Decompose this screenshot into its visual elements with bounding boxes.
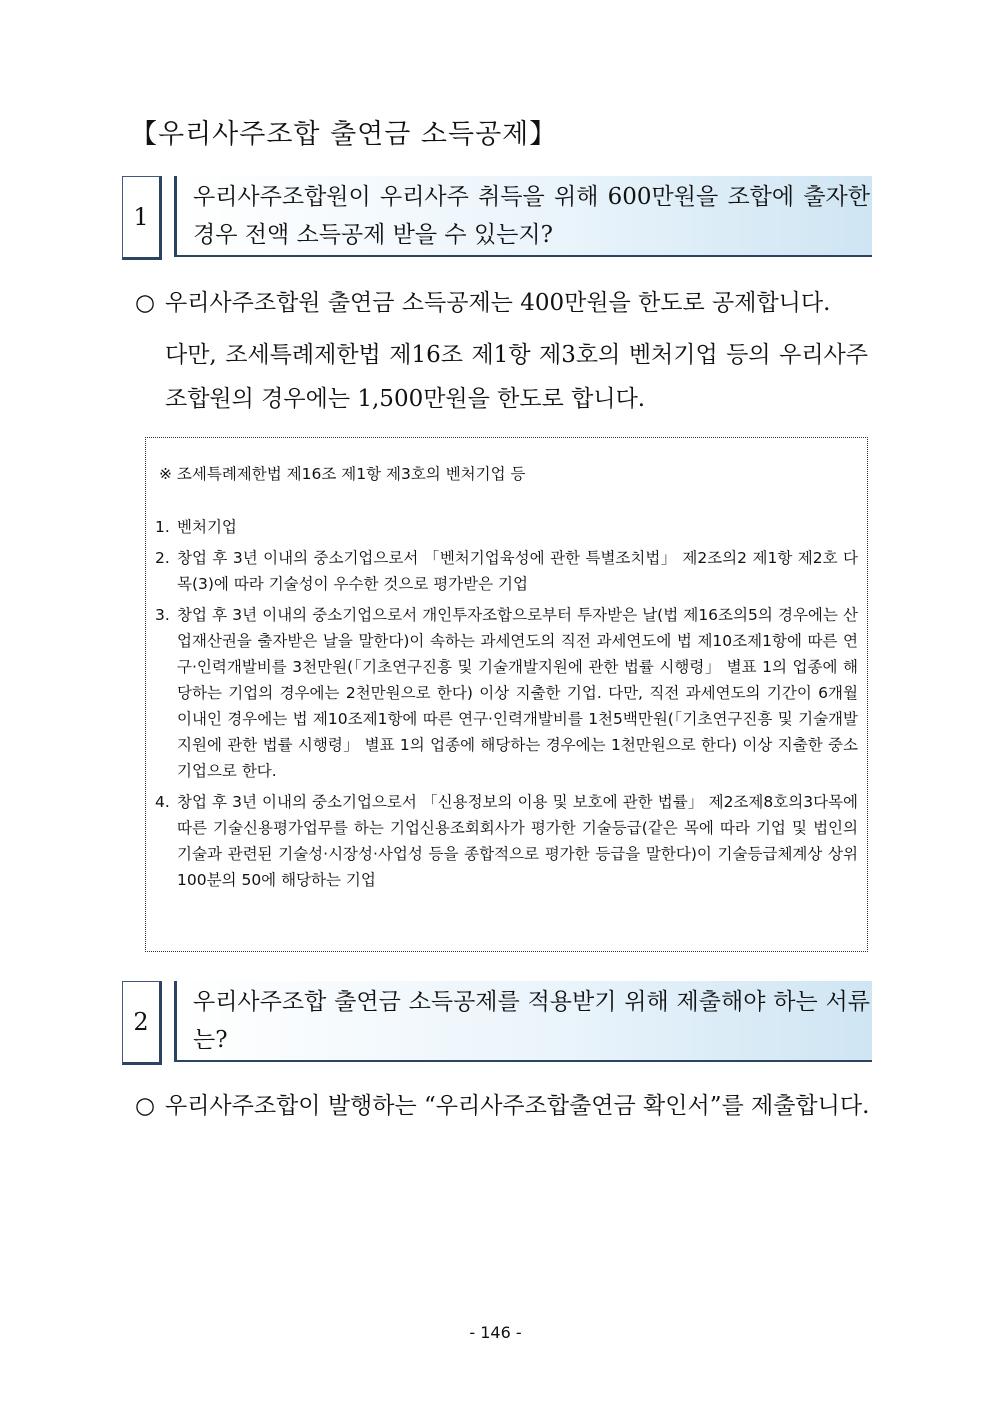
- reference-item: [155, 602, 858, 784]
- answer-1-main: [135, 281, 830, 325]
- question-1-text: 우리사주조합원이 우리사주 취득을 위해 600만원을 조합에 출자한 경우 전액 소득공제 받을 수 있는지?: [193, 184, 870, 248]
- reference-box: [145, 437, 868, 952]
- reference-item-text: 벤처기업: [177, 518, 237, 536]
- reference-item-number: 4.: [155, 793, 170, 811]
- reference-item: [155, 514, 858, 540]
- bullet-2: ○: [135, 1093, 156, 1119]
- answer-2-main-text: 우리사주조합이 발행하는 “우리사주조합출연금 확인서”를 제출합니다.: [165, 1093, 870, 1119]
- page-title: 【우리사주조합 출연금 소득공제】: [130, 119, 558, 150]
- reference-item-number: 1.: [155, 518, 170, 536]
- reference-item-text: 창업 후 3년 이내의 중소기업으로서 「벤처기업육성에 관한 특별조치법」 제2조의2 제1항 제2호 다목(3)에 따라 기술성이 우수한 것으로 평가받은 기업: [177, 549, 858, 593]
- reference-list: [155, 514, 858, 898]
- reference-heading: ※ 조세특례제한법 제16조 제1항 제3호의 벤처기업 등: [159, 465, 526, 483]
- bullet-1: ○: [135, 290, 156, 316]
- answer-1-detail: 다만, 조세특례제한법 제16조 제1항 제3호의 벤처기업 등의 우리사주조합원의 경우에는 1,500만원을 한도로 합니다.: [165, 342, 868, 412]
- reference-item-text: 창업 후 3년 이내의 중소기업으로서 「신용정보의 이용 및 보호에 관한 법률」 제2조제8호의3다목에 따른 기술신용평가업무를 하는 기업신용조회회사가 평가한 기술등급(같은 목에 따라 기업 및 법인의 기술과 관련된 기술성·시장성·사업성 등을 종합적으로 평가한 등급을 말한다)이 기술등급체계상 상위 100분의 50에 해당하는 기업: [177, 793, 858, 889]
- reference-item-number: 2.: [155, 549, 170, 567]
- answer-2-main: [135, 1084, 869, 1128]
- reference-item-number: 3.: [155, 606, 170, 624]
- reference-item: [155, 545, 858, 597]
- question-1-box: [174, 176, 872, 257]
- question-1-number: 1: [122, 176, 162, 260]
- question-2-number: 2: [122, 981, 162, 1065]
- question-2-text: 우리사주조합 출연금 소득공제를 적용받기 위해 제출해야 하는 서류는?: [193, 989, 870, 1053]
- question-2-box: [174, 981, 872, 1062]
- reference-item-text: 창업 후 3년 이내의 중소기업으로서 개인투자조합으로부터 투자받은 날(법 제16조의5의 경우에는 산업재산권을 출자받은 날을 말한다)이 속하는 과세연도의 직전 과세연도에 법 제10조제1항에 따른 연구·인력개발비를 3천만원(「기초연구진흥 및 기술개발지원에 관한 법률 시행령」 별표 1의 업종에 해당하는 기업의 경우에는 2천만원으로 한다) 이상 지출한 기업. 다만, 직전 과세연도의 기간이 6개월 이내인 경우에는 법 제10조제1항에 따른 연구·인력개발비를 1천5백만원(「기초연구진흥 및 기술개발지원에 관한 법률 시행령」 별표 1의 업종에 해당하는 경우에는 1천만원으로 한다) 이상 지출한 중소기업으로 한다.: [177, 606, 858, 780]
- answer-1-main-text: 우리사주조합원 출연금 소득공제는 400만원을 한도로 공제합니다.: [165, 290, 831, 316]
- reference-item: [155, 789, 858, 893]
- page-number: - 146 -: [469, 1323, 522, 1342]
